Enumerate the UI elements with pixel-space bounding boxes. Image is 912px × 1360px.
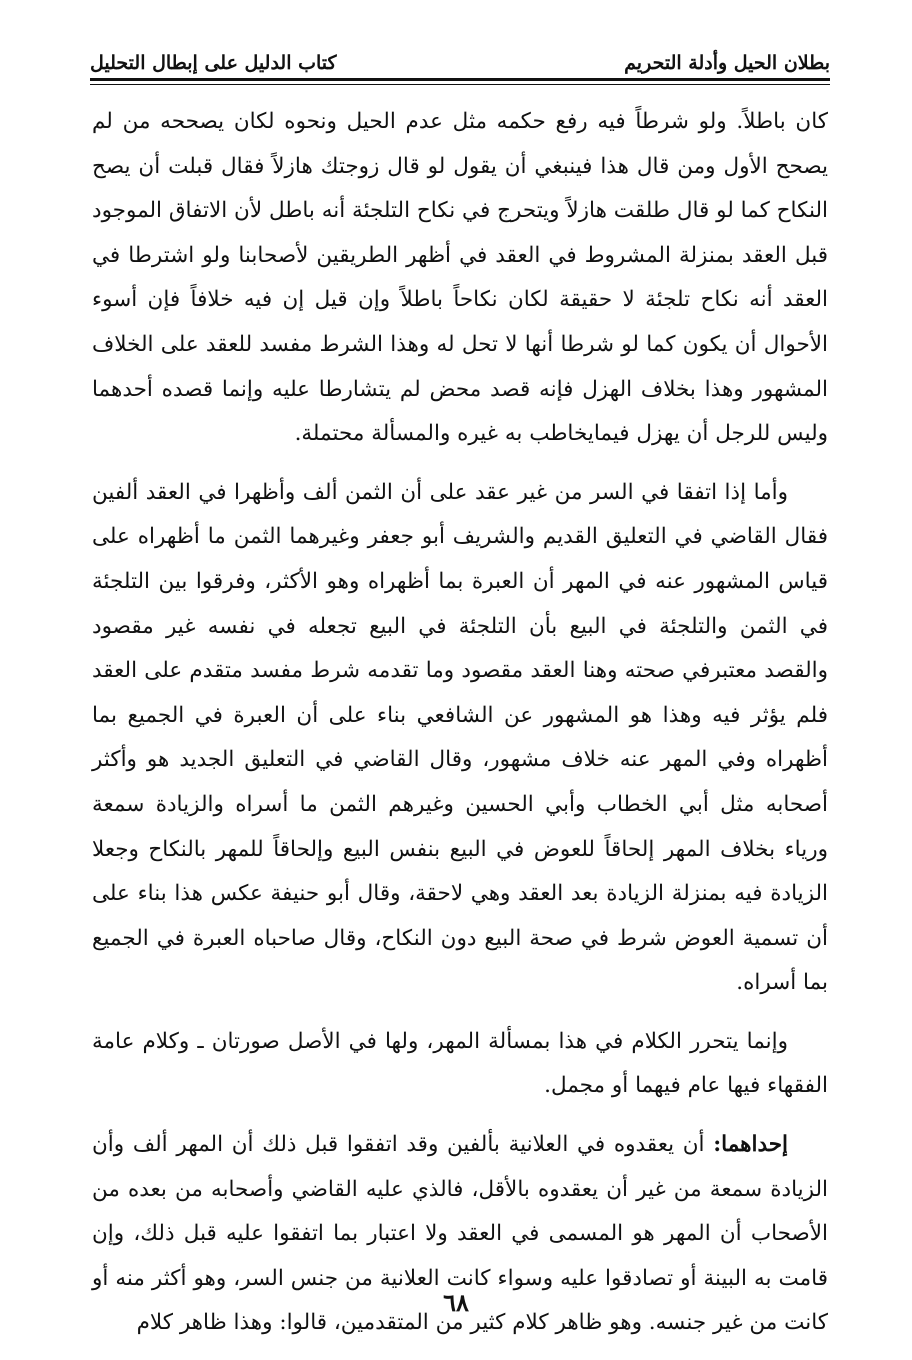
paragraph-1 (92, 100, 828, 457)
paragraph-2 (92, 471, 828, 1006)
header-rule-thin (90, 84, 830, 85)
paragraph-text: وأما إذا اتفقا في السر من غير عقد على أن الثمن ألف وأظهرا في العقد ألفين فقال القاضي في التعليق القديم والشريف أبو جعفر وغيرهما الثمن ما أظهراه على قياس المشهور عنه في المهر أن العبرة بما أظهراه وهو الأكثر، وفرقوا بين التلجئة في الثمن والتلجئة في البيع بأن التلجئة في البيع تجعله في نفسه غير مقصود والقصد معتبرفي صحته وهنا العقد مقصود وما تقدمه شرط مفسد متقدم على العقد فلم يؤثر فيه وهذا هو المشهور عن الشافعي بناء على أن العبرة في الجميع بما أظهراه وفي المهر عنه خلاف مشهور، وقال القاضي في التعليق الجديد هو وأكثر أصحابه مثل أبي الخطاب وأبي الحسين وغيرهم الثمن ما أسراه والزيادة سمعة ورياء بخلاف المهر إلحاقاً للعوض في البيع بنفس البيع وإلحاقاً للمهر بالنكاح وجعلا الزيادة فيه بمنزلة الزيادة بعد العقد وهي لاحقة، وقال أبو حنيفة عكس هذا بناء على أن تسمية العوض شرط في صحة البيع دون النكاح، وقال صاحباه العبرة في الجميع بما أسراه. (92, 479, 828, 996)
header-right-title: بطلان الحيل وأدلة التحريم (624, 52, 830, 74)
paragraph-text: كان باطلاً. ولو شرطاً فيه رفع حكمه مثل عدم الحيل ونحوه لكان يصححه من لم يصحح الأول ومن قال هذا فينبغي أن يقول لو قال زوجتك هازلاً فقال قبلت أن يصح النكاح كما لو قال طلقت هازلاً ويتحرج في نكاح التلجئة أنه باطل لأن الاتفاق الموجود قبل العقد بمنزلة المشروط في العقد في أظهر الطريقين لأصحابنا ولو اشترطا في العقد أنه نكاح تلجئة لا حقيقة لكان نكاحاً باطلاً وإن قيل إن فيه خلافاً فإن أسوء الأحوال أن يكون كما لو شرطا أنها لا تحل له وهذا الشرط مفسد للعقد على الخلاف المشهور وهذا بخلاف الهزل فإنه قصد محض لم يتشارطا عليه وإنما قصده أحدهما وليس للرجل أن يهزل فيمايخاطب به غيره والمسألة محتملة. (92, 109, 828, 447)
running-header (90, 40, 830, 74)
paragraph-3 (92, 1020, 828, 1109)
header-left-title: كتاب الدليل على إبطال التحليل (90, 52, 337, 74)
paragraph-text: وإنما يتحرر الكلام في هذا بمسألة المهر، ولها في الأصل صورتان ـ وكلام عامة الفقهاء فيها عام فيهما أو مجمل. (92, 1028, 828, 1099)
page-body (92, 100, 828, 1360)
page-number: ٦٨ (443, 1288, 469, 1317)
paragraph-lead: إحداهما: (713, 1132, 788, 1158)
header-rule-thick (90, 78, 830, 81)
paragraph-text: أن يعقدوه في العلانية بألفين وقد اتفقوا قبل ذلك أن المهر ألف وأن الزيادة سمعة من غير أن يعقدوه بالأقل، فالذي عليه القاضي وأصحابه من بعده من الأصحاب أن المهر هو المسمى في العقد ولا اعتبار بما اتفقوا عليه قبل ذلك، وإن قامت به البينة أو تصادقوا عليه وسواء كانت العلانية من جنس السر، وهو أكثر منه أو كانت من غير جنسه. وهو ظاهر كلام كثير من المتقدمين، قالوا: وهذا ظاهر كلام (92, 1132, 828, 1336)
